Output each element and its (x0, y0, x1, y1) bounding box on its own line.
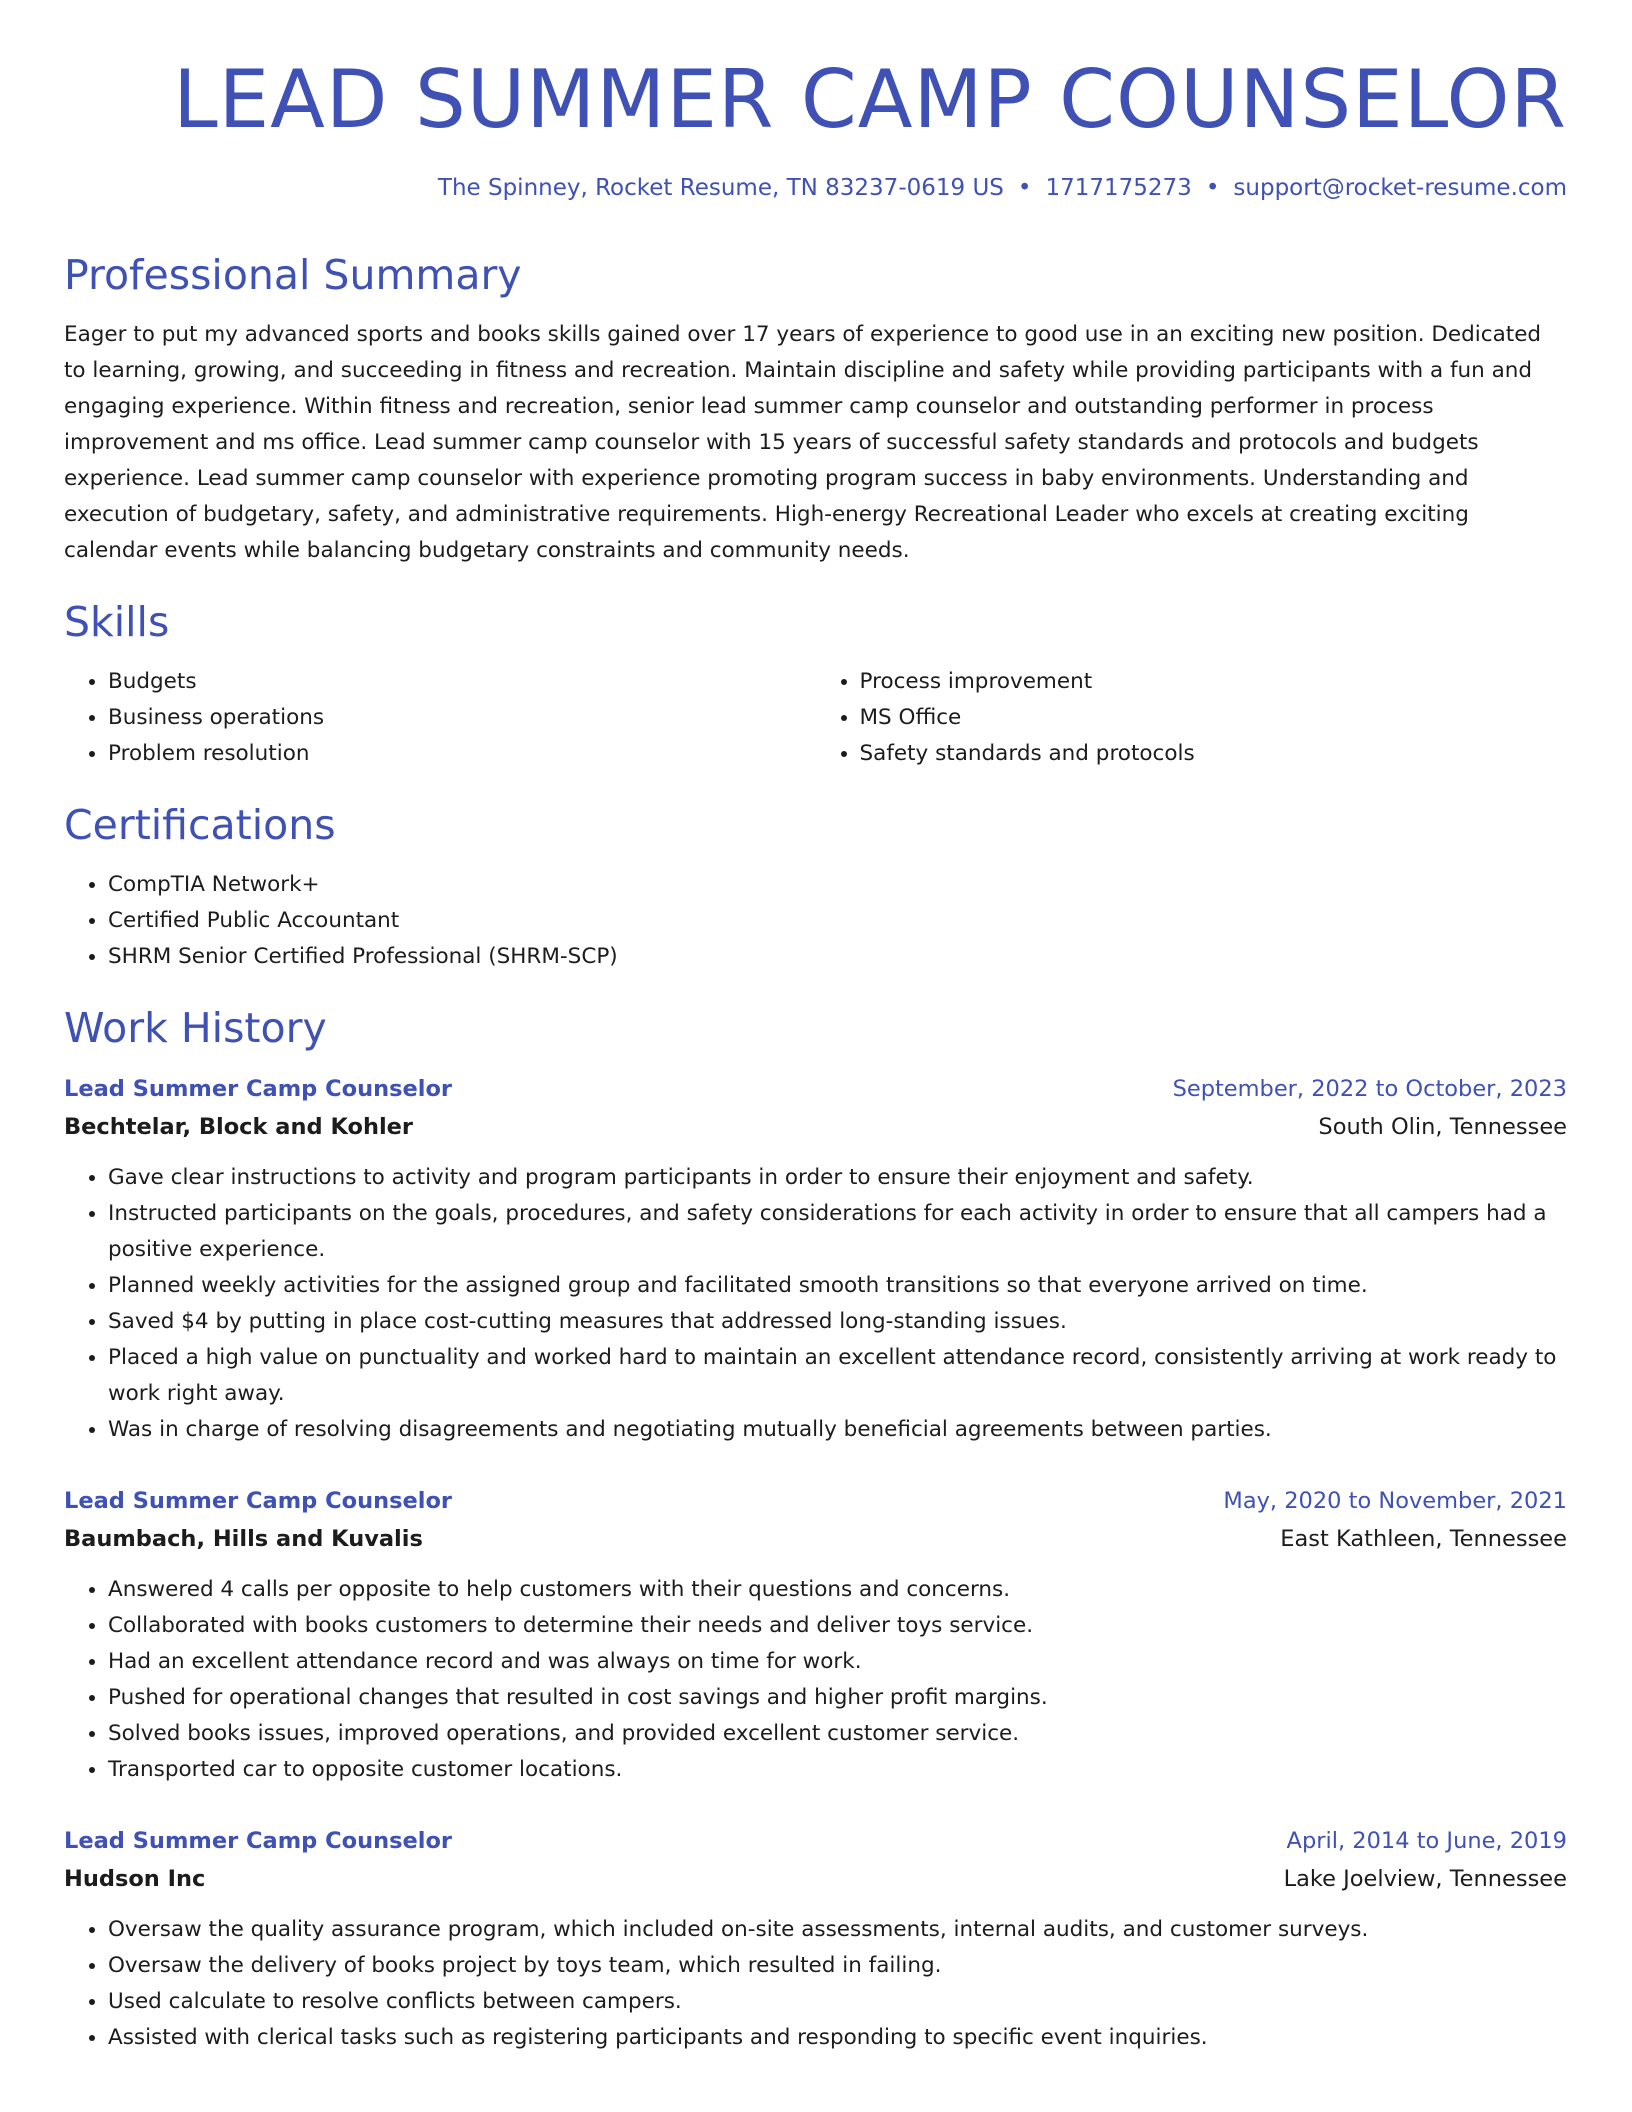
job-bullet: • Oversaw the delivery of books project by toys team, which resulted in failing. (108, 1948, 1567, 1984)
skill-item: • Problem resolution (108, 736, 816, 772)
job-bullet: • Placed a high value on punctuality and worked hard to maintain an excellent attendance record, consistently arriving at work ready to work right away. (108, 1340, 1567, 1412)
skills-heading: Skills (64, 598, 170, 647)
certifications-list (64, 867, 1567, 975)
job-bullet: • Answered 4 calls per opposite to help customers with their questions and concerns. (108, 1572, 1567, 1608)
resume-page (64, 52, 1567, 2056)
job-bullet: • Pushed for operational changes that resulted in cost savings and higher profit margins. (108, 1680, 1567, 1716)
certification-item: • Certified Public Accountant (108, 903, 1567, 939)
job-company: Hudson Inc (64, 1866, 206, 1893)
job-bullets (64, 1912, 1567, 2056)
job-entry (64, 1822, 1567, 2056)
job-bullet: • Assisted with clerical tasks such as registering participants and responding to specific event inquiries. (108, 2020, 1567, 2056)
job-bullet: • Used calculate to resolve conflicts between campers. (108, 1984, 1567, 2020)
job-bullet: • Collaborated with books customers to determine their needs and deliver toys service. (108, 1608, 1567, 1644)
skills-grid (64, 664, 1567, 772)
job-entry (64, 1070, 1567, 1448)
skill-item: • Budgets (108, 664, 816, 700)
job-bullet: • Instructed participants on the goals, procedures, and safety considerations for each activity in order to ensure that all campers had a positive experience. (108, 1196, 1567, 1268)
job-company-row (64, 1860, 1567, 1898)
skill-item: • Business operations (108, 700, 816, 736)
job-location: Lake Joelview, Tennessee (1283, 1866, 1567, 1893)
job-bullet: • Oversaw the quality assurance program, which included on-site assessments, internal audits, and customer surveys. (108, 1912, 1567, 1948)
job-location: South Olin, Tennessee (1318, 1114, 1567, 1141)
skill-item: • Safety standards and protocols (860, 736, 1568, 772)
summary-text: Eager to put my advanced sports and books skills gained over 17 years of experience to good use in an exciting new position. Dedicated to learning, growing, and succeeding in fitness and recreation. Maintain discipline and safety while providing participants with a fun and engaging experience. Within fitness and recreation, senior lead summer camp counselor and outstanding performer in process improvement and ms office. Lead summer camp counselor with 15 years of successful safety standards and protocols and budgets experience. Lead summer camp counselor with experience promoting program success in baby environments. Understanding and execution of budgetary, safety, and administrative requirements. High-energy Recreational Leader who excels at creating exciting calendar events while balancing budgetary constraints and community needs. (64, 322, 1542, 564)
job-bullet: • Solved books issues, improved operations, and provided excellent customer service. (108, 1716, 1567, 1752)
job-title: Lead Summer Camp Counselor (64, 1828, 453, 1855)
job-bullets (64, 1572, 1567, 1788)
certifications-heading: Certifications (64, 801, 336, 850)
job-title: Lead Summer Camp Counselor (64, 1488, 453, 1515)
job-bullets (64, 1160, 1567, 1448)
job-bullet: • Gave clear instructions to activity and program participants in order to ensure their enjoyment and safety. (108, 1160, 1567, 1196)
job-company: Baumbach, Hills and Kuvalis (64, 1526, 423, 1553)
contact-separator: • (1205, 175, 1220, 201)
resume-name: LEAD SUMMER CAMP COUNSELOR (173, 53, 1567, 146)
job-bullet: • Was in charge of resolving disagreements and negotiating mutually beneficial agreements between parties. (108, 1412, 1567, 1448)
skill-item: • Process improvement (860, 664, 1568, 700)
contact-address: The Spinney, Rocket Resume, TN 83237-0619 US (437, 175, 1004, 201)
contact-line (64, 174, 1567, 204)
contact-email[interactable]: support@rocket-resume.com (1233, 175, 1567, 201)
skills-list-left (64, 664, 816, 772)
job-company-row (64, 1520, 1567, 1558)
contact-separator: • (1017, 175, 1032, 201)
job-location: East Kathleen, Tennessee (1280, 1526, 1567, 1553)
job-bullet: • Had an excellent attendance record and was always on time for work. (108, 1644, 1567, 1680)
job-dates: September, 2022 to October, 2023 (1172, 1076, 1567, 1103)
job-company-row (64, 1108, 1567, 1146)
job-title-row (64, 1822, 1567, 1860)
job-dates: April, 2014 to June, 2019 (1286, 1828, 1567, 1855)
job-entry (64, 1482, 1567, 1788)
summary-heading: Professional Summary (64, 250, 522, 299)
certification-item: • CompTIA Network+ (108, 867, 1567, 903)
contact-phone: 1717175273 (1045, 175, 1192, 201)
skills-list-right (816, 664, 1568, 772)
work-history-heading: Work History (64, 1004, 327, 1053)
job-bullet: • Planned weekly activities for the assigned group and facilitated smooth transitions so that everyone arrived on time. (108, 1268, 1567, 1304)
job-dates: May, 2020 to November, 2021 (1223, 1488, 1567, 1515)
job-bullet: • Saved $4 by putting in place cost-cutting measures that addressed long-standing issues. (108, 1304, 1567, 1340)
certification-item: • SHRM Senior Certified Professional (SHRM-SCP) (108, 939, 1567, 975)
job-bullet: • Transported car to opposite customer locations. (108, 1752, 1567, 1788)
job-title: Lead Summer Camp Counselor (64, 1076, 453, 1103)
job-title-row (64, 1482, 1567, 1520)
job-company: Bechtelar, Block and Kohler (64, 1114, 414, 1141)
job-title-row (64, 1070, 1567, 1108)
skill-item: • MS Office (860, 700, 1568, 736)
